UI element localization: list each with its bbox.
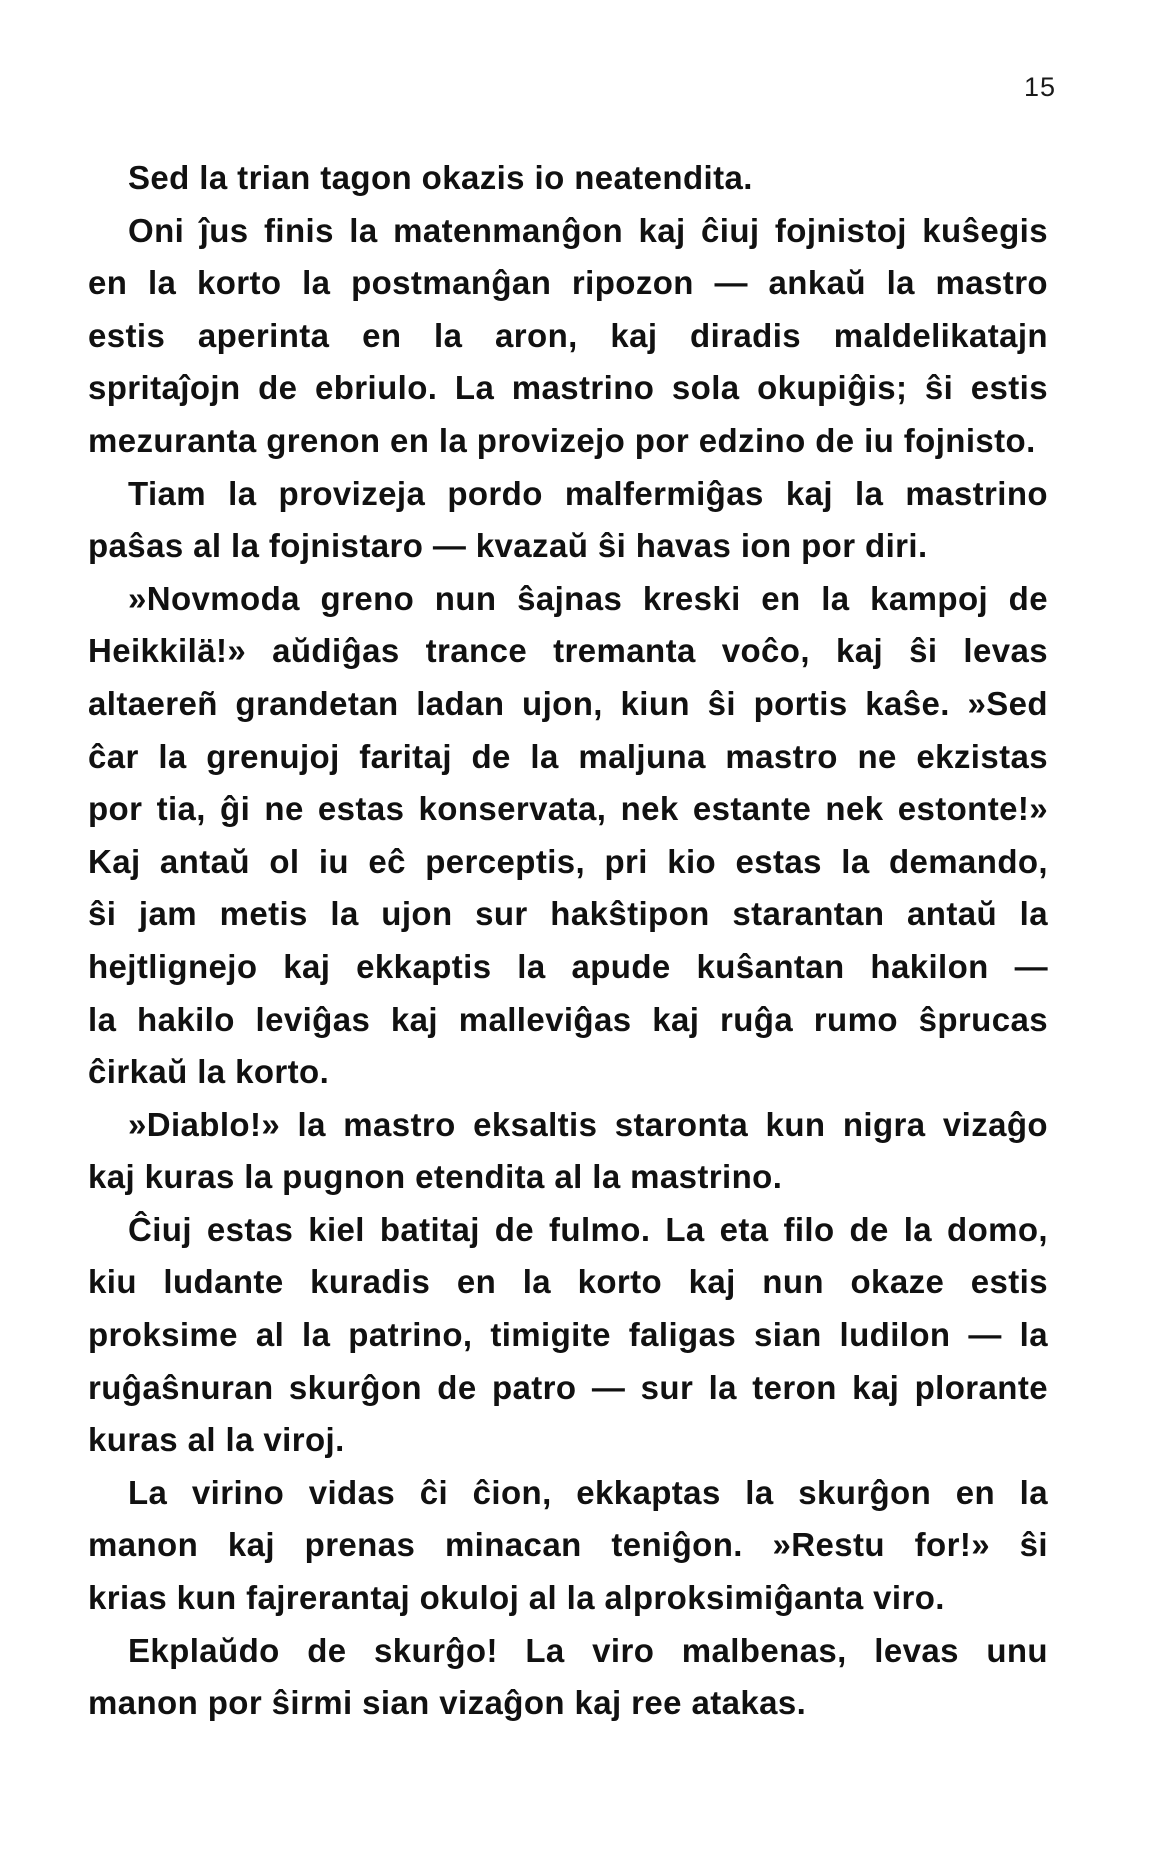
text-line: kuras al la viroj.: [88, 1421, 345, 1459]
text-line: la hakilo leviĝas kaj malleviĝas kaj ruĝa rumo ŝprucas: [88, 1000, 1048, 1038]
body-text: [88, 152, 1048, 1730]
text-line: manon por ŝirmi sian vizaĝon kaj ree atakas.: [88, 1684, 807, 1722]
text-line: Sed la trian tagon okazis io neatendita.: [128, 159, 753, 196]
text-line: manon kaj prenas minacan teniĝon. »Restu for!» ŝi: [88, 1526, 1048, 1564]
text-line: altaereñ grandetan ladan ujon, kiun ŝi portis kaŝe. »Sed: [88, 684, 1048, 722]
text-line: Kaj antaŭ ol iu eĉ perceptis, pri kio estas la demando,: [88, 842, 1048, 880]
text-line: ĉar la grenujoj faritaj de la maljuna mastro ne ekzistas: [88, 737, 1048, 775]
text-line: Ekplaŭdo de skurĝo! La viro malbenas, levas unu: [128, 1631, 1048, 1669]
text-line: proksime al la patrino, timigite faligas sian ludilon — la: [88, 1316, 1048, 1354]
text-line: Heikkilä!» aŭdiĝas trance tremanta voĉo, kaj ŝi levas: [88, 632, 1048, 670]
text-line: kiu ludante kuradis en la korto kaj nun okaze estis: [88, 1263, 1048, 1301]
text-line: paŝas al la fojnistaro — kvazaŭ ŝi havas ion por diri.: [88, 527, 928, 565]
text-line: krias kun fajrerantaj okuloj al la alproksimiĝanta viro.: [88, 1579, 945, 1617]
text-line: por tia, ĝi ne estas konservata, nek estante nek estonte!»: [88, 790, 1048, 828]
text-line: ŝi jam metis la ujon sur hakŝtipon starantan antaŭ la: [88, 895, 1048, 933]
text-line: kaj kuras la pugnon etendita al la mastrino.: [88, 1158, 783, 1196]
text-line: Tiam la provizeja pordo malfermiĝas kaj la mastrino: [128, 474, 1048, 512]
text-line: ĉirkaŭ la korto.: [88, 1053, 330, 1091]
text-line: hejtlignejo kaj ekkaptis la apude kuŝantan hakilon —: [88, 947, 1048, 985]
text-line: spritaĵojn de ebriulo. La mastrino sola okupiĝis; ŝi estis: [88, 369, 1048, 407]
text-line: Oni ĵus finis la matenmanĝon kaj ĉiuj fojnistoj kuŝegis: [128, 211, 1048, 249]
text-line: »Novmoda greno nun ŝajnas kreski en la kampoj de: [128, 579, 1048, 617]
text-line: mezuranta grenon en la provizejo por edzino de iu fojnisto.: [88, 421, 1036, 459]
text-line: en la korto la postmanĝan ripozon — ankaŭ la mastro: [88, 264, 1048, 302]
text-line: ruĝaŝnuran skurĝon de patro — sur la teron kaj plorante: [88, 1368, 1048, 1406]
text-line: estis aperinta en la aron, kaj diradis maldelikatajn: [88, 316, 1048, 354]
text-line: La virino vidas ĉi ĉion, ekkaptas la skurĝon en la: [128, 1473, 1048, 1511]
text-line: »Diablo!» la mastro eksaltis staronta kun nigra vizaĝo: [128, 1105, 1048, 1143]
text-line: Ĉiuj estas kiel batitaj de fulmo. La eta filo de la domo,: [128, 1210, 1048, 1248]
page-number: 15: [1023, 72, 1056, 102]
